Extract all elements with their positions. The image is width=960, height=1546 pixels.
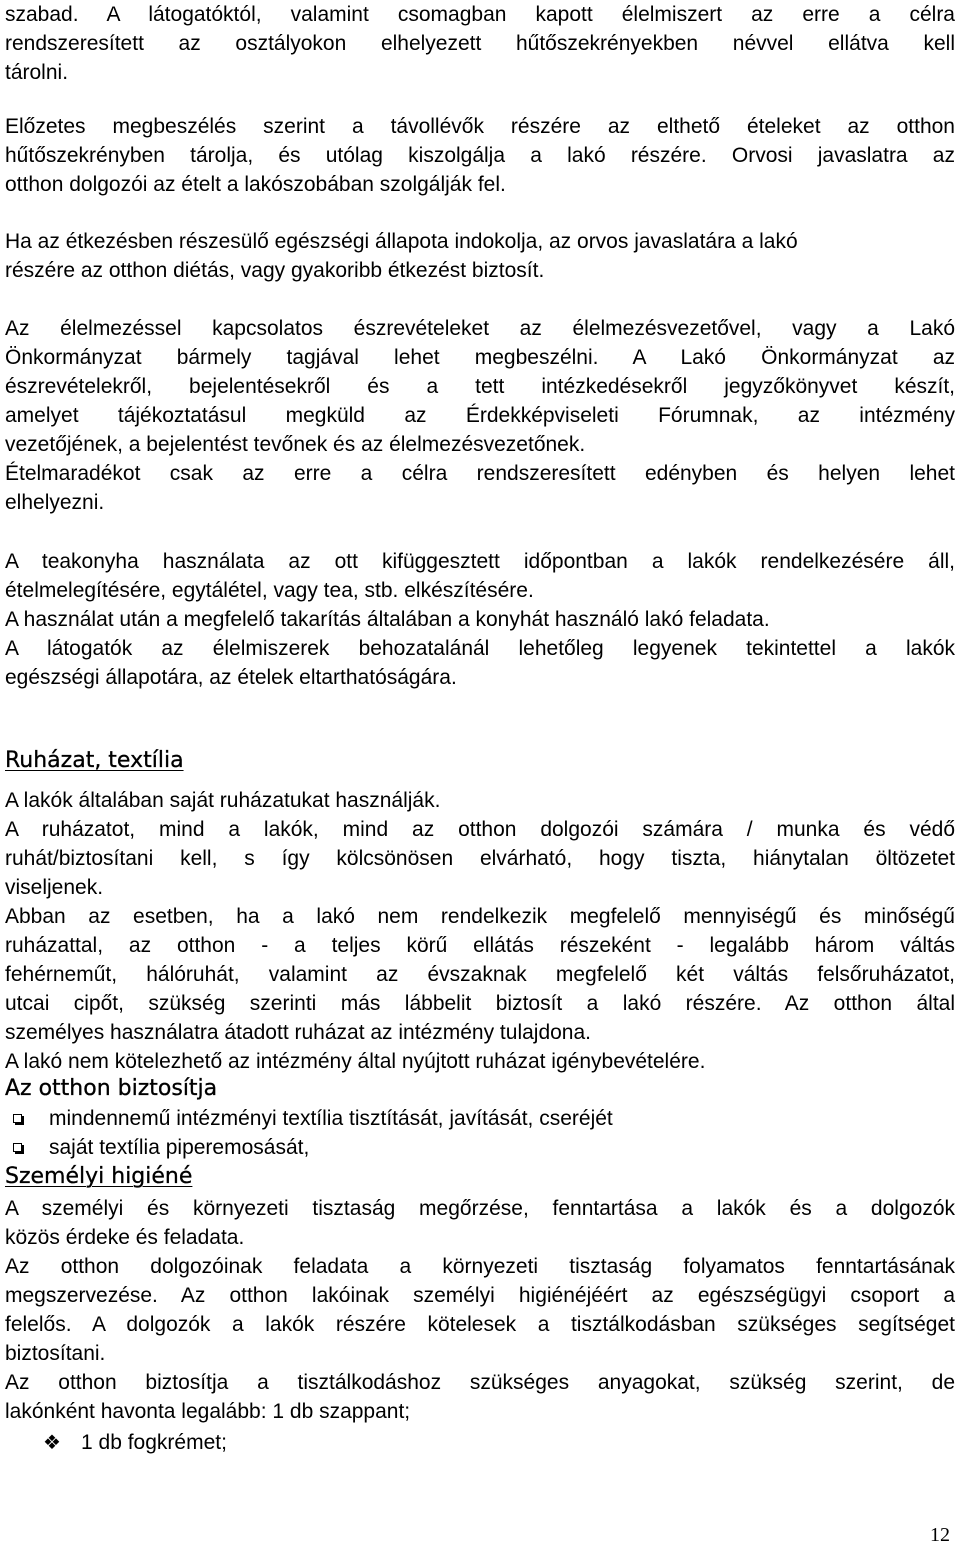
paragraph-tea-kitchen	[5, 547, 955, 692]
text-line: A személyi és környezeti tisztaság megőrzése, fenntartása a lakók és a dolgozók	[5, 1197, 955, 1220]
text-line: Az otthon dolgozóinak feladata a környezeti tisztaság folyamatos fenntartásának	[5, 1255, 955, 1278]
text-line: személyes használatra átadott ruházat az intézmény tulajdona.	[5, 1021, 592, 1044]
text-line: A lakók általában saját ruházatukat használják.	[5, 789, 441, 812]
text-line: A teakonyha használata az ott kifüggesztett időpontban a lakók rendelkezésére áll,	[5, 550, 955, 573]
text-line: Önkormányzat bármely tagjával lehet megbeszélni. A Lakó Önkormányzat az	[5, 346, 955, 369]
list-item	[13, 1104, 613, 1133]
diamond-bullet-icon: ❖	[43, 1430, 61, 1454]
list-item-text: mindennemű intézményi textília tisztítását, javítását, cseréjét	[49, 1107, 613, 1130]
text-line: vezetőjének, a bejelentést tevőnek és az élelmezésvezetőnek.	[5, 433, 586, 456]
text-line: egészségi állapotára, az ételek eltarthatóságára.	[5, 666, 457, 689]
text-line: közös érdeke és feladata.	[5, 1226, 245, 1249]
text-line: biztosítani.	[5, 1342, 106, 1365]
text-line: ruházattal, az otthon - a teljes körű ellátás részeként - legalább három váltás	[5, 934, 955, 957]
section-heading-clothing: Ruházat, textília	[5, 748, 184, 773]
square-bullet-icon	[13, 1114, 22, 1123]
text-line: szabad. A látogatóktól, valamint csomagban kapott élelmiszert az erre a célra	[5, 3, 955, 26]
paragraph-feedback	[5, 314, 955, 517]
section-heading-hygiene: Személyi higiéné	[5, 1164, 193, 1189]
page-number: 12	[930, 1524, 950, 1546]
text-line: ruhát/biztosítani kell, s így kölcsönösen elvárható, hogy tiszta, hiánytalan öltözetet	[5, 847, 955, 870]
text-line: észrevételekről, bejelentésekről és a tett intézkedésekről jegyzőkönyvet készít,	[5, 375, 955, 398]
text-line: A látogatók az élelmiszerek behozatalánál lehetőleg legyenek tekintettel a lakók	[5, 637, 955, 660]
text-line: rendszeresített az osztályokon elhelyezett hűtőszekrényekben névvel ellátva kell	[5, 32, 955, 55]
text-line: ételmelegítésére, egytálétel, vagy tea, stb. elkészítésére.	[5, 579, 534, 602]
text-line: Az otthon biztosítja a tisztálkodáshoz szükséges anyagokat, szükség szerint, de	[5, 1371, 955, 1394]
text-line: A használat után a megfelelő takarítás általában a konyhát használó lakó feladata.	[5, 608, 770, 631]
list-item-text: 1 db fogkrémet;	[81, 1431, 227, 1454]
text-line: A lakó nem kötelezhető az intézmény által nyújtott ruházat igénybevételére.	[5, 1050, 706, 1073]
text-line: A ruházatot, mind a lakók, mind az otthon dolgozói számára / munka és védő	[5, 818, 955, 841]
paragraph-absent-residents	[5, 112, 955, 199]
text-line: hűtőszekrényben tárolja, és utólag kiszolgálja a lakó részére. Orvosi javaslatra az	[5, 144, 955, 167]
text-line: otthon dolgozói az ételt a lakószobában szolgálják fel.	[5, 173, 506, 196]
text-line: amelyet tájékoztatásul megküld az Érdekképviseleti Fórumnak, az intézmény	[5, 404, 955, 427]
list-item	[43, 1428, 227, 1457]
text-line: Abban az esetben, ha a lakó nem rendelkezik megfelelő mennyiségű és minőségű	[5, 905, 955, 928]
text-line: utcai cipőt, szükség szerinti más lábbelit biztosít a lakó részére. Az otthon által	[5, 992, 955, 1015]
list-item	[13, 1133, 309, 1162]
text-line: tárolni.	[5, 61, 69, 84]
text-line: Ételmaradékot csak az erre a célra rendszeresített edényben és helyen lehet	[5, 462, 955, 485]
text-line: lakónként havonta legalább: 1 db szappant;	[5, 1400, 411, 1423]
text-line: viseljenek.	[5, 876, 104, 899]
paragraph-hygiene	[5, 1194, 955, 1426]
text-line: Előzetes megbeszélés szerint a távollévők részére az elthető ételeket az otthon	[5, 115, 955, 138]
list-item-text: saját textília piperemosását,	[49, 1136, 310, 1159]
text-line: Ha az étkezésben részesülő egészségi állapota indokolja, az orvos javaslatára a lakó	[5, 230, 798, 253]
text-line: felelős. A dolgozók a lakók részére kötelesek a tisztálkodásban szükséges segítséget	[5, 1313, 955, 1336]
text-line: fehérneműt, hálóruhát, valamint az évszaknak megfelelő két váltás felsőruházatot,	[5, 963, 955, 986]
text-line: elhelyezni.	[5, 491, 105, 514]
text-line: Az élelmezéssel kapcsolatos észrevételeket az élelmezésvezetővel, vagy a Lakó	[5, 317, 955, 340]
section-heading-provides: Az otthon biztosítja	[5, 1076, 218, 1101]
paragraph-diet	[5, 227, 955, 285]
text-line: megszervezése. Az otthon lakóinak személyi higiénéjéért az egészségügyi csoport a	[5, 1284, 955, 1307]
paragraph-clothing	[5, 786, 955, 1076]
paragraph-food-storage	[5, 0, 955, 87]
text-line: részére az otthon diétás, vagy gyakoribb étkezést biztosít.	[5, 259, 545, 282]
square-bullet-icon	[13, 1143, 22, 1152]
